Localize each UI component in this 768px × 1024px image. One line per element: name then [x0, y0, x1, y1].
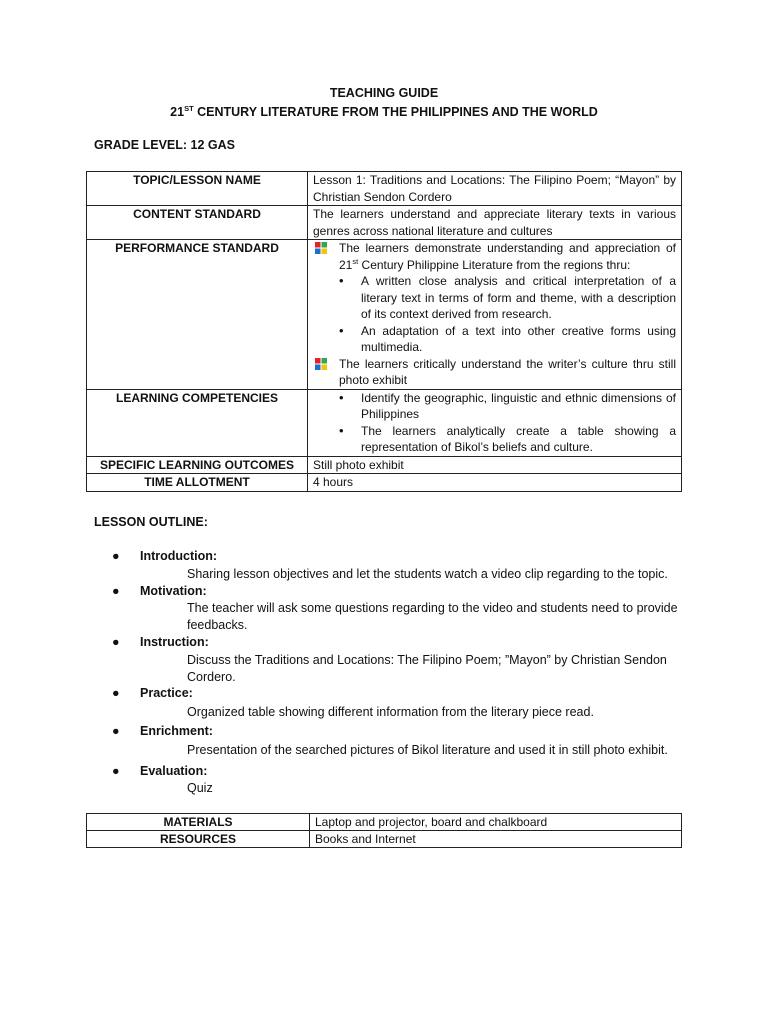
- materials-label: MATERIALS: [87, 814, 310, 831]
- document-subtitle: [0, 104, 768, 119]
- competencies-label: LEARNING COMPETENCIES: [87, 389, 308, 456]
- performance-standard-label: PERFORMANCE STANDARD: [87, 240, 308, 390]
- table-row: [87, 172, 682, 206]
- evaluation-body: Quiz: [187, 781, 213, 795]
- time-allotment-value: 4 hours: [308, 474, 682, 492]
- list-item: • The learners analytically create a table showing a representation of Bikol’s beliefs and culture.: [313, 423, 676, 456]
- list-item: • Identify the geographic, linguistic and ethnic dimensions of Philippines: [313, 390, 676, 423]
- grade-level: GRADE LEVEL: 12 GAS: [94, 138, 235, 152]
- performance-standard-value: [308, 240, 682, 390]
- materials-value: Laptop and projector, board and chalkboard: [310, 814, 682, 831]
- table-row: [87, 206, 682, 240]
- windows-flag-bullet-icon: [313, 240, 339, 256]
- materials-table: [86, 813, 682, 848]
- competencies-value: [308, 389, 682, 456]
- list-item: • An adaptation of a text into other creative forms using multimedia.: [313, 323, 676, 356]
- table-row: [87, 389, 682, 456]
- subtitle-superscript: ST: [184, 104, 194, 113]
- table-row: [87, 814, 682, 831]
- document-title: TEACHING GUIDE: [329, 86, 439, 100]
- content-standard-label: CONTENT STANDARD: [87, 206, 308, 240]
- document-page: TEACHING GUIDE 21ST CENTURY LITERATURE FROM THE PHILIPPINES AND THE WORLD GRADE LEVEL: 12 GAS TOPIC/LESSON NAME Lesson 1: Traditions and Locations: The Filipino Poem; “Mayon” by Christian Sendon Cordero CONTENT STANDARD The learners understand and appreciate literary texts in various genres across national literature and cultures PERFORMANCE STANDARD The learners demonstrate understanding and appreciation of 21st Century Philippine Literature from the regions thru: • A written close analysis and critical interpretation of a literary text in terms of form and theme, with a description of its context derived from research. • An adaptation of a text into other creative forms using multimedia. The learners critically understand the writer’s culture thru still photo exhibit LEARNING COMPETENCIES • Identify the geographic, linguistic and ethnic dimensions of Philippines • The learners analytically create a table showing a representation of Bikol’s beliefs and culture. SPECIFIC LEARNING OUTCOMES Still photo exhibit TIME ALLOTMENT 4 hours LESSON OUTLINE: ● Introduction: Sharing lesson objectives and let the students watch a video clip regarding to the topic. ● Motivation: The teacher will ask some questions regarding to the video and students need to provide feedbacks. ● Instruction: Discuss the Traditions and Locations: The Filipino Poem; ”Mayon” by Christian Sendon Cordero. ● Practice: Organized table showing different information from the literary piece read. ● Enrichment: Presentation of the searched pictures of Bikol literature and used it in still photo exhibit. ● Evaluation: Quiz MATERIALS Laptop and projector, board and chalkboard RESOURCES Books and Internet: [0, 0, 768, 1024]
- bullet-icon: ●: [112, 549, 120, 563]
- instruction-body: Discuss the Traditions and Locations: The Filipino Poem; ”Mayon” by Christian Sendon Cordero.: [187, 653, 667, 684]
- performance-item-1: [339, 240, 676, 273]
- subtitle-text: CENTURY LITERATURE FROM THE PHILIPPINES AND THE WORLD: [193, 105, 598, 120]
- table-row: [87, 240, 682, 390]
- bullet-icon: ●: [112, 686, 120, 700]
- lesson-info-table: [86, 171, 682, 492]
- bullet-icon: ●: [112, 764, 120, 778]
- resources-label: RESOURCES: [87, 831, 310, 848]
- resources-value: Books and Internet: [310, 831, 682, 848]
- outcomes-label: SPECIFIC LEARNING OUTCOMES: [87, 456, 308, 474]
- bullet-icon: ●: [112, 724, 120, 738]
- competencies-list: [313, 390, 676, 456]
- time-allotment-label: TIME ALLOTMENT: [87, 474, 308, 492]
- content-standard-value: The learners understand and appreciate literary texts in various genres across national literature and cultures: [308, 206, 682, 240]
- outcomes-value: Still photo exhibit: [308, 456, 682, 474]
- table-row: [87, 456, 682, 474]
- table-row: [87, 831, 682, 848]
- topic-value: Lesson 1: Traditions and Locations: The Filipino Poem; “Mayon” by Christian Sendon Cordero: [308, 172, 682, 206]
- list-item: [313, 240, 676, 273]
- topic-label: TOPIC/LESSON NAME: [87, 172, 308, 206]
- table-row: [87, 474, 682, 492]
- lesson-outline-title: LESSON OUTLINE:: [94, 515, 208, 529]
- bullet-icon: ●: [112, 584, 120, 598]
- list-item: • A written close analysis and critical interpretation of a literary text in terms of form and theme, with a description of its context derived from research.: [313, 273, 676, 323]
- performance-item-1-text-a: The learners demonstrate understanding and appreciation of 21: [339, 241, 676, 272]
- motivation-body: The teacher will ask some questions regarding to the video and students need to provide feedbacks.: [187, 601, 678, 632]
- performance-sub-list: [313, 273, 676, 356]
- enrichment-body: Presentation of the searched pictures of Bikol literature and used it in still photo exhibit.: [187, 743, 668, 757]
- windows-flag-bullet-icon: [313, 356, 339, 372]
- introduction-body: Sharing lesson objectives and let the students watch a video clip regarding to the topic.: [187, 567, 668, 581]
- practice-body: Organized table showing different information from the literary piece read.: [187, 705, 594, 719]
- bullet-icon: ●: [112, 635, 120, 649]
- performance-item-1-sup: st: [352, 256, 359, 266]
- performance-item-1-text-b: Century Philippine Literature from the regions thru:: [358, 257, 631, 272]
- list-item: [313, 356, 676, 389]
- performance-item-2: The learners critically understand the writer’s culture thru still photo exhibit: [339, 356, 676, 387]
- subtitle-number: 21: [170, 105, 185, 120]
